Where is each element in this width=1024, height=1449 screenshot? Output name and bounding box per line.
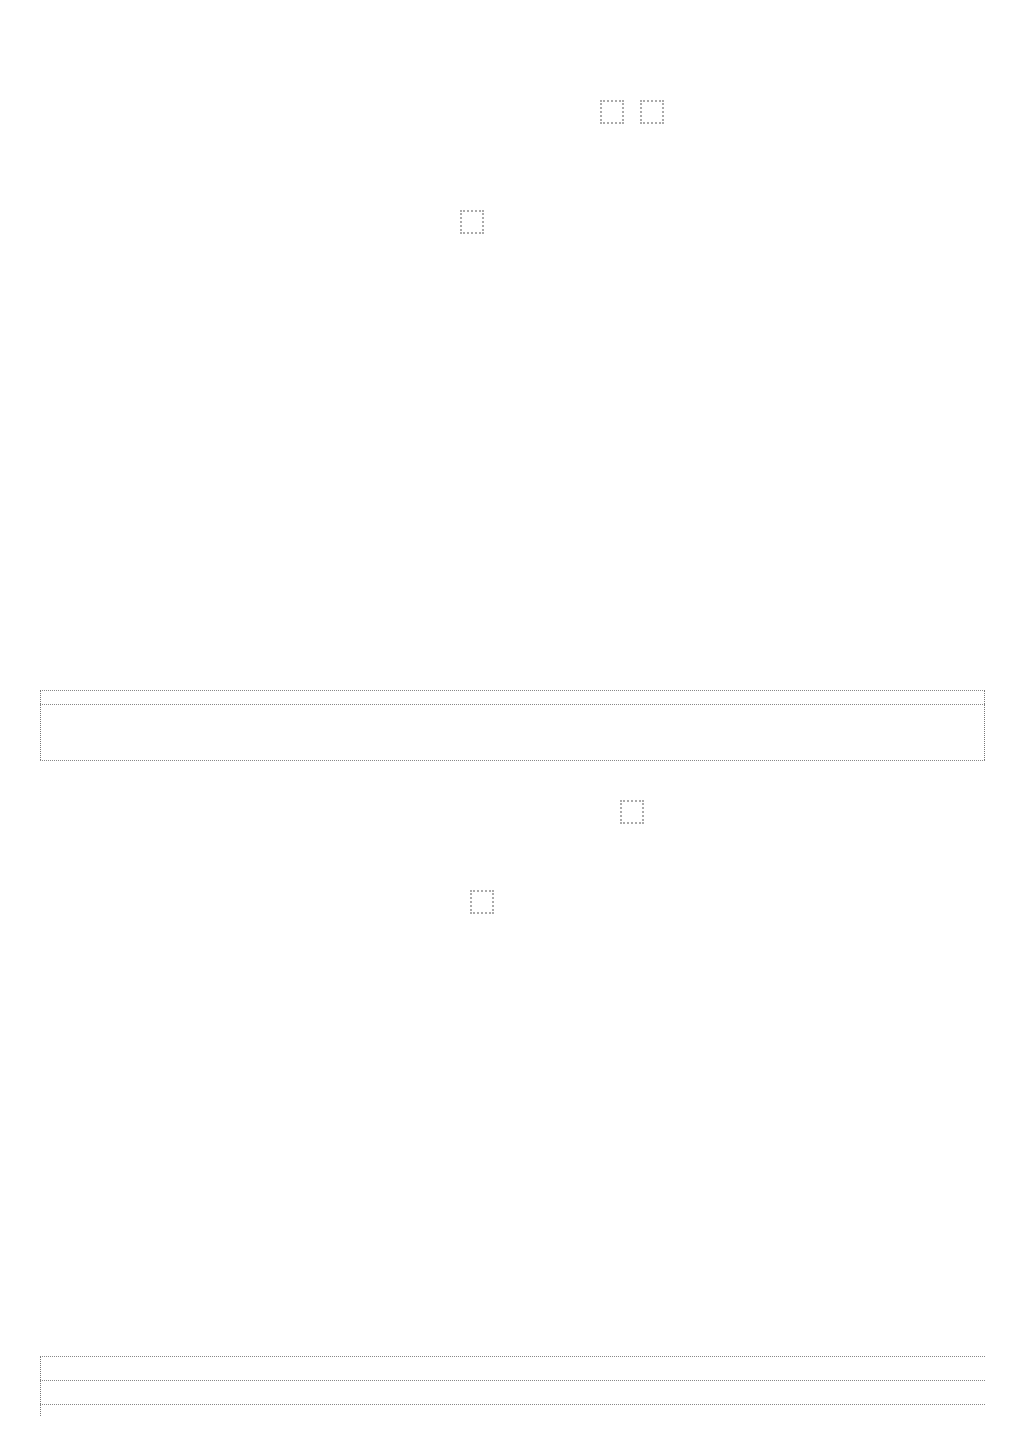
watermark-stamp [470,890,494,914]
scan-artifact-line [40,1380,985,1381]
watermark-stamp [460,210,484,234]
scan-artifact-line [40,1404,985,1405]
scan-artifact-line [40,690,985,691]
watermark-stamp [640,100,664,124]
scan-artifact-line [984,690,985,760]
scan-artifact-line [40,690,41,760]
scan-artifact-line [40,704,985,705]
scan-artifact-line [40,1356,41,1416]
scan-artifact-line [40,760,985,761]
watermark-stamp [600,100,624,124]
watermark-stamp [620,800,644,824]
scan-artifact-line [40,1356,985,1357]
